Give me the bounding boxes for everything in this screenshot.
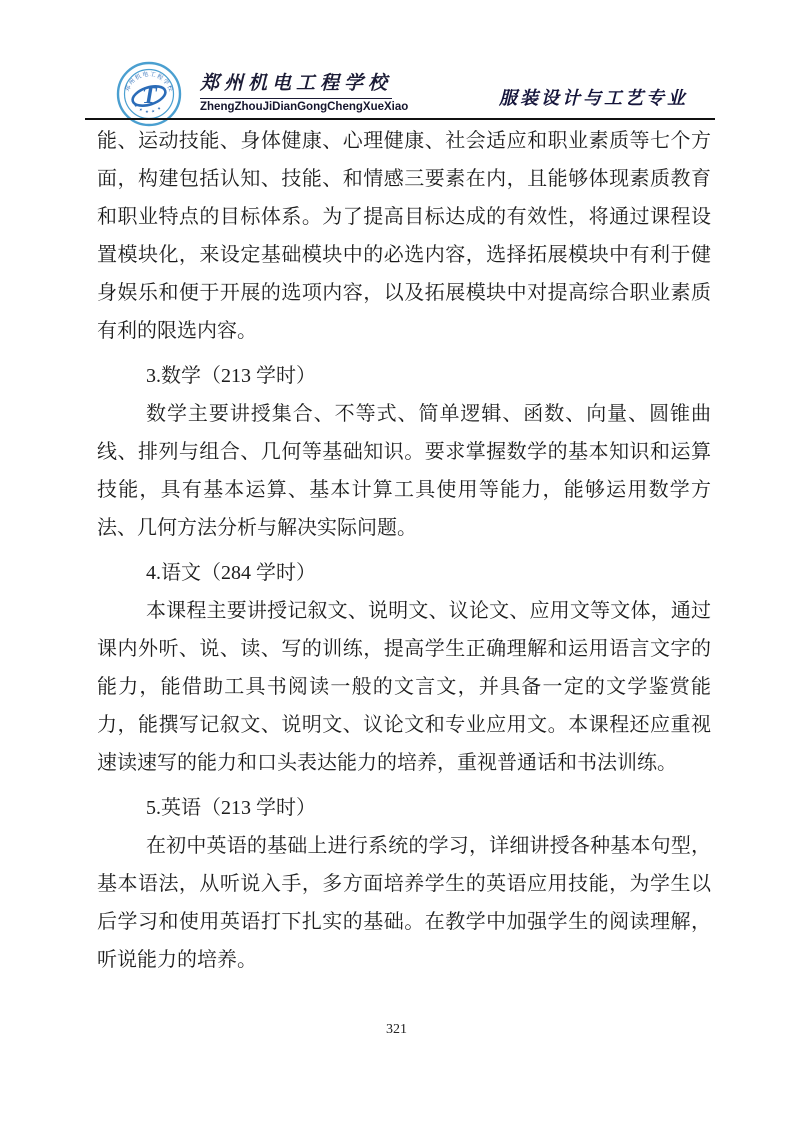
- major-title: 服装设计与工艺专业: [499, 88, 688, 108]
- document-body: [97, 122, 711, 979]
- paragraph-chinese: 本课程主要讲授记叙文、说明文、议论文、应用文等文体，通过课内外听、说、读、写的训练，提高学生正确理解和运用语言文字的能力，能借助工具书阅读一般的文言文，并具备一定的文学鉴赏能力，能撰写记叙文、说明文、议论文和专业应用文。本课程还应重视速读速写的能力和口头表达能力的培养，重视普通话和书法训练。: [97, 600, 711, 774]
- heading-chinese: 4.语文（284 学时）: [146, 562, 316, 584]
- header-divider: [85, 118, 715, 120]
- school-name-block: [200, 68, 409, 113]
- svg-text:★ ★ ★ ★ ★: ★ ★ ★ ★ ★: [132, 102, 163, 115]
- school-name-pinyin: ZhengZhouJiDianGongChengXueXiao: [200, 101, 409, 113]
- page-header: [0, 0, 793, 122]
- heading-english: 5.英语（213 学时）: [146, 797, 316, 819]
- heading-math: 3.数学（213 学时）: [146, 365, 316, 387]
- school-name-chinese: 郑州机电工程学校: [200, 73, 393, 94]
- svg-text:郑州机电工程学校: 郑州机电工程学校: [123, 70, 175, 94]
- paragraph-continuation: 能、运动技能、身体健康、心理健康、社会适应和职业素质等七个方面，构建包括认知、技能、和情感三要素在内，且能够体现素质教育和职业特点的目标体系。为了提高目标达成的有效性，将通过课程设置模块化，来设定基础模块中的必选内容，选择拓展模块中有利于健身娱乐和便于开展的选项内容，以及拓展模块中对提高综合职业素质有利的限选内容。: [97, 130, 711, 342]
- school-name-underline: [200, 98, 392, 99]
- svg-text:T: T: [142, 83, 157, 109]
- page-number: 321: [386, 1022, 407, 1037]
- paragraph-english: 在初中英语的基础上进行系统的学习，详细讲授各种基本句型，基本语法，从听说入手，多方面培养学生的英语应用技能，为学生以后学习和使用英语打下扎实的基础。在教学中加强学生的阅读理解，听说能力的培养。: [97, 835, 711, 971]
- paragraph-math: 数学主要讲授集合、不等式、简单逻辑、函数、向量、圆锥曲线、排列与组合、几何等基础知识。要求掌握数学的基本知识和运算技能，具有基本运算、基本计算工具使用等能力，能够运用数学方法、几何方法分析与解决实际问题。: [97, 403, 711, 539]
